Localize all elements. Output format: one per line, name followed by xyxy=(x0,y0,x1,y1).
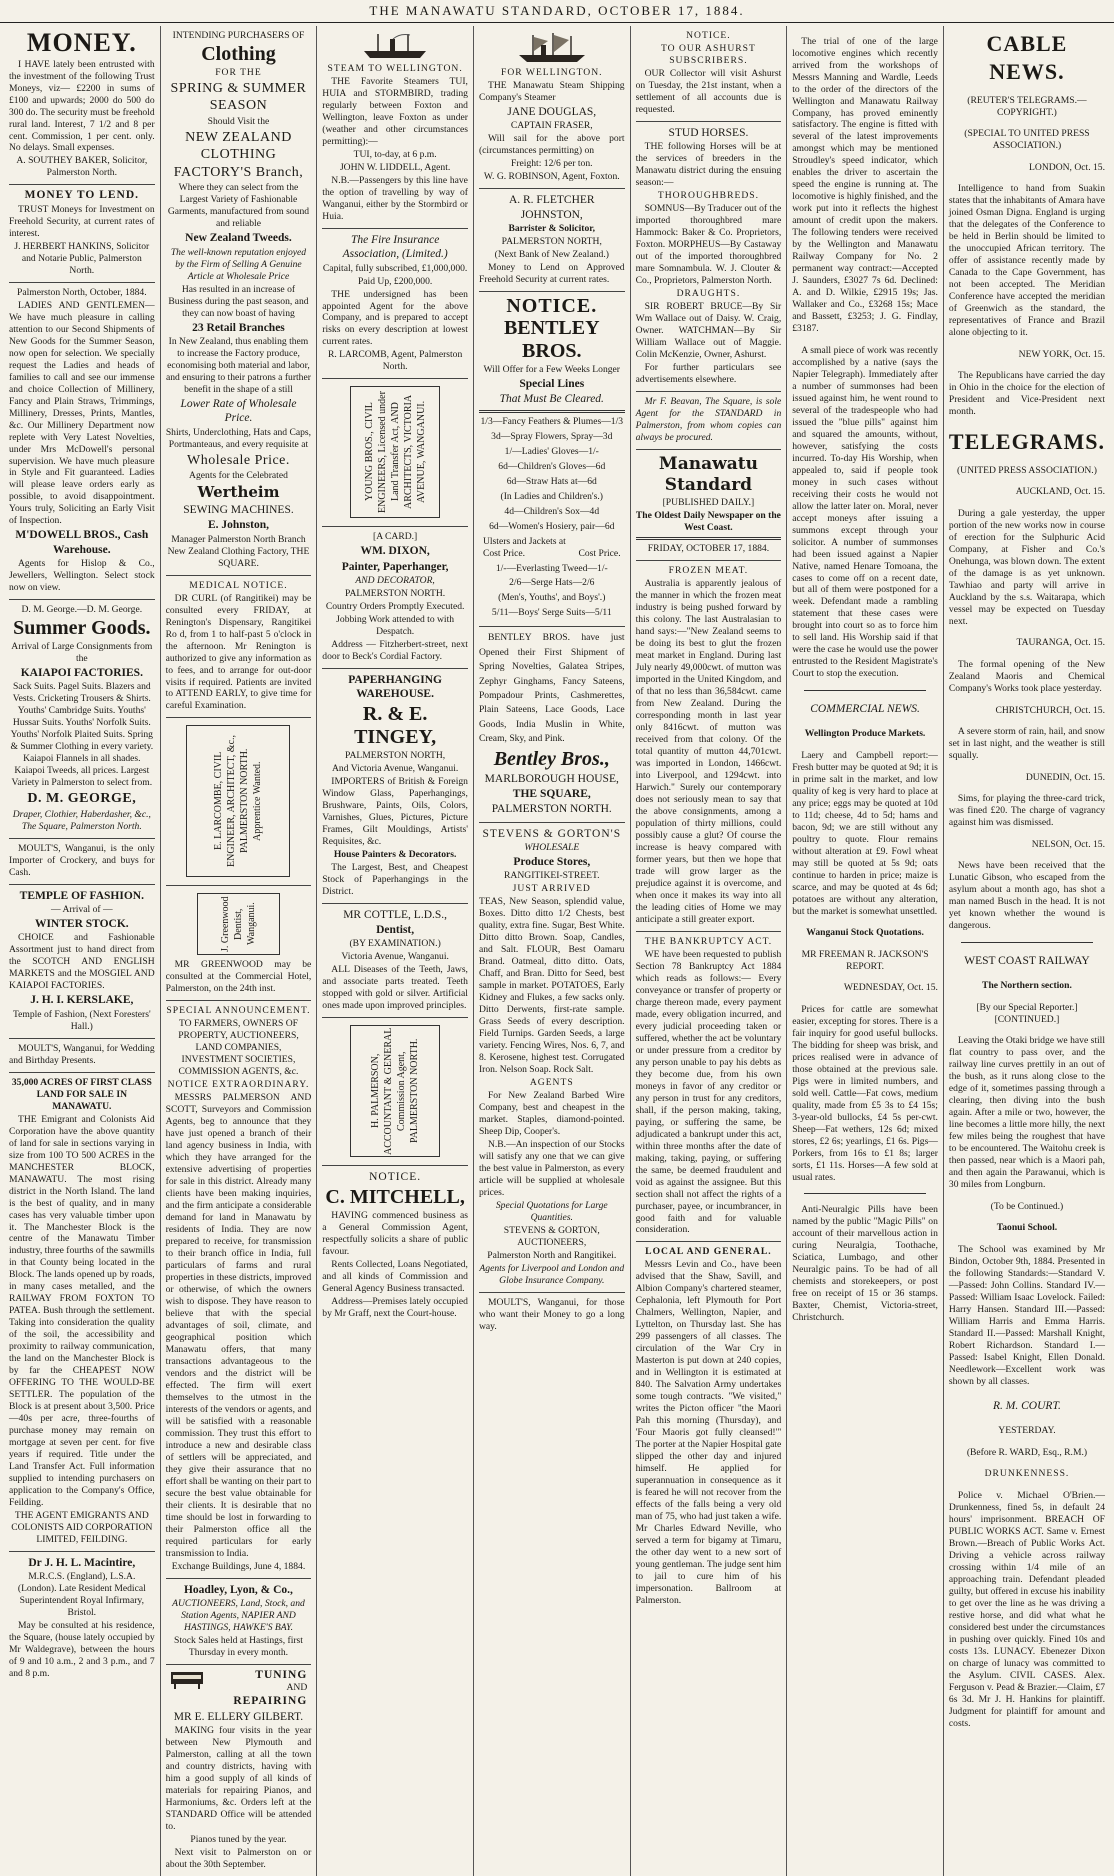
card: [A CARD.] xyxy=(373,531,418,543)
square: THE SQUARE, xyxy=(512,787,591,800)
next-visit: Next visit to Palmerston on or about the 30th September. xyxy=(165,1846,312,1870)
date-divider xyxy=(636,537,782,540)
tuning3: REPAIRING xyxy=(233,1695,308,1708)
mitchell-addr: Address—Premises lately occupied by Mr Graff, next the Court-house. xyxy=(322,1295,468,1319)
tc: (To be Continued.) xyxy=(990,1200,1064,1212)
agents-body: For New Zealand Barbed Wire Company, best and cheapest in the market. Staples, diamond-pointed. Sheep Dip, Cooper's. xyxy=(478,1090,625,1138)
liverpool: Agents for Liverpool and London and Globe Insurance Company. xyxy=(479,1262,625,1286)
nelson: NELSON, Oct. 15. xyxy=(1031,838,1105,850)
nelson-body: News have been received that the Lunatic Gibson, who escaped from the asylum about a month ago, has shot a man named Busch in the head. It is not yet known whether the wound is dangerous. xyxy=(948,860,1105,932)
nextbank: (Next Bank of New Zealand.) xyxy=(494,248,609,260)
summer-list: Sack Suits. Pagel Suits. Blazers and Vests. Cricketing Trousers & Shirts. Youths' Cambridge Suits. Youths' Hussar Suits. Youths' Norfolk Suits. Youths' Norfolk Plaited Suits. Spring & Summer Clothing in every variety. Kaiapoi Flannels in all shades. Kaiapoi Tweeds, all prices. Largest Variety in Palmerston to select from. xyxy=(10,681,154,789)
columns xyxy=(4,26,1110,1870)
dixon3: AND DECORATOR, xyxy=(355,575,435,587)
wholesale: Wholesale Price. xyxy=(187,452,290,468)
visit: Should Visit the xyxy=(207,115,270,127)
accountant-text: H. PALMERSON, ACCOUNTANT & GENERAL Commission Agent, PALMERSTON NORTH. xyxy=(370,1027,421,1155)
stock-title: Wanganui Stock Quotations. xyxy=(806,927,924,939)
native-article: A small piece of work was recently accomplished by a native (says the Napier Telegraph). Immediately after a number of summonses had been issued against him, he went round to several of the tradespeople who had issued the "blue pills" against him and squared the amounts, without, however, satisfying the costs incurred. To-day His Worship, when appealed to, said if people took money in such cases without receiving their costs he would not allow the latter later on. Moral, never accept moneys after issuing a summons except through your solicitor. A number of summonses had been issued against a Napier Native, named Henare Tomoana, the cases to come off on a recent date, but all of them were postponed for a week. Defendant made a rambling statement that these cases were brought into court so as to force him to sell land. His Worship said if that were the case he would use the power entrusted to the Resident Magistrate's Court to stop the execution. xyxy=(792,344,938,680)
wellington-body: Laery and Campbell report:—Fresh butter may be quoted at 9d; it is in prime salt in the market, and low quality of keg is very hard to place at any price; eggs may be quoted at 10d to 11d; cheese, 4d to 5d; hams and bacon, 9d; we are still without any poultry to quote. Flour remains without alteration at £9. Fowl wheat may still be quoted at 5s 9d; oats continue to harden in price; maize is scarce, and may be quoted at 4s 6d; potatoes are without any alteration, but the market is somewhat unsettled. xyxy=(792,749,938,917)
special-ad xyxy=(166,1001,312,1578)
larcombe-card xyxy=(186,725,290,877)
dixon: WM. DIXON, xyxy=(360,545,430,558)
tingey2: PALMERSTON NORTH, xyxy=(345,749,446,761)
arrived: JUST ARRIVED xyxy=(512,883,591,895)
tuning1: TUNING xyxy=(255,1668,308,1681)
dixon7: Address — Fitzherbert-street, next door to Beck's Cordial Factory. xyxy=(322,639,468,663)
wellington-title: Wellington Produce Markets. xyxy=(804,728,926,740)
column-2 xyxy=(161,26,318,1876)
fire-capital: Capital, fully subscribed, £1,000,000. xyxy=(322,262,468,274)
piano-icon xyxy=(170,1668,204,1709)
tingey: R. & E. TINGEY, xyxy=(354,702,437,748)
special-line-item: 6d—Women's Hosiery, pair—6d xyxy=(489,520,615,532)
extra: NOTICE EXTRAORDINARY. xyxy=(167,1079,310,1091)
commercial-title: COMMERCIAL NEWS. xyxy=(810,703,920,716)
special-title: SPECIAL ANNOUNCEMENT. xyxy=(166,1005,311,1017)
hoadley2: AUCTIONEERS, Land, Stock, and Station Agents, NAPIER AND HASTINGS, HAWKE'S BAY. xyxy=(172,1598,305,1634)
money-body: I HAVE lately been entrusted with the investment of the following Trust Moneys, viz— £2200 in sums of £100 and upwards; 2000 do 500 do 300 do. The security must be freehold rural land. Interest, 7 1/2 and 8 per cent. Commission, 1 per cent. only. No delays. Small expenses. xyxy=(9,58,155,154)
draughts: DRAUGHTS. xyxy=(676,288,741,300)
clothing-title: Clothing xyxy=(201,42,276,65)
special-line-item: 3d—Spray Flowers, Spray—3d xyxy=(491,430,613,442)
produce-list: TEAS, New Season, splendid value, Boxes. Ditto ditto 1/2 Chests, best quality, extra fine. Sugar, Best White. Ditto ditto Brown. Soap, Candles, and Salt. FLOUR, Best Oamaru Brand. Oatmeal, ditto ditto. Oats, Chaff, and Bran. Ditto for Seed, best sample in market. POTATOES, Early Kidney and Flukes, a few sacks only. Ditto Derwents, first-rate sample. Grass Seeds of every description. Field Turnips. Garden Seeds, a large variety. Fencing Wires, Nos. 6, 7, and 8. Kerosene, highest test. Corrugated Iron. Nelson Soap. Rock Salt. xyxy=(478,896,625,1076)
tingey-stock: The Largest, Best, and Cheapest Stock of Paperhangings in the District. xyxy=(322,861,468,897)
stud-list: SOMNUS—By Traducer out of the imported thoroughbred mare Hammock: Baker & Co. Proprietors, Foxton. MORPHEUS—By Castaway out of the imported thoroughbred mare Somnambula. W. J. Clouter & Co., Proprietors, Palmerston North. xyxy=(635,203,782,287)
money-title: MONEY. xyxy=(26,28,137,57)
kerslake: J. H. I. KERSLAKE, xyxy=(30,994,134,1007)
cable-title: CABLE NEWS. xyxy=(986,31,1068,84)
greenwood-body: MR GREENWOOD may be consulted at the Commercial Hotel, Palmerston, on the 24th inst. xyxy=(165,959,312,995)
gilbert: MR E. ELLERY GILBERT. xyxy=(173,1710,304,1723)
ship-sail: Will sail for the above port (circumstances permitting) on xyxy=(478,133,625,157)
railway-sub: The Northern section. xyxy=(982,980,1072,992)
column-4 xyxy=(474,26,631,1876)
beavan-notice xyxy=(636,392,782,450)
cable-body: Intelligence to hand from Suakin states that the inhabitants of Amara have joined Osman Digna. England is urging that the delegates of the Conference to be held in Berlin should be limited to the unoccupied African territory. The offer of assistance recently made by Canada to the Cape Government, has not been accepted. The Meridian Conference have accepted the meridian of Greenwich as the standard, the representatives of France and Brazil alone objecting to it. xyxy=(948,183,1105,339)
kerslake2: Temple of Fashion, (Next Foresters' Hall.) xyxy=(12,1008,151,1032)
shirts: Shirts, Underclothing, Hats and Caps, Portmanteaus, and every requisite at xyxy=(165,426,312,450)
copyright: (REUTER'S TELEGRAMS.—COPYRIGHT.) xyxy=(967,94,1087,118)
stock-body: Prices for cattle are somewhat easier, excepting for stores. There is a fair inquiry for good useful bullocks. The bidding for sheep was brisk, and prices realised were in advance of those obtained at the previous sale. Pigs were in limited numbers, and sold well. Cattle—Fat cows, medium quality, made from £5 3s to £4 15s; 3-year-old bullocks, £4 5s per-cwt. Sheep—Fat wethers, 12s 6d; mixed stores, £2 6s; yearlings, £1 6s. Pigs—Porkers, from 16s to £1 8s; larger sorts, £1 11s. Horses—A few sold at usual rates. xyxy=(792,1004,938,1183)
daily: [PUBLISHED DAILY.] xyxy=(662,497,755,509)
ladies-body: LADIES AND GENTLEMEN— We have much pleasure in calling attention to our Second Shipments of New Goods for the Summer Season, now open for selection. We specially request the Ladies and heads of families to call and see our immense and choice Collection of Millinery, Fancy and Plain Straws, Trimmings, Millinery, Dresses, Prints, Mantles, &c. Our Millinery Department now replete with Very Latest Novelties, under Mrs McDowell's personal supervision. We have much pleasure in Style and Fit guaranteed. Ladies will please leave orders early as possible, to avoid disappointment. Yours truly, Soliciting an Early Visit of Inspection. xyxy=(9,299,155,527)
factory: NEW ZEALAND CLOTHING FACTORY'S Branch, xyxy=(173,129,304,180)
locomotive-article: The trial of one of the large locomotive engines which recently arrived from the workshops of Messrs Manning and Wardle, Leeds to the order of the directors of the Wellington and Manawatu Railway Company, has proved eminently satisfactory. The engine is fitted with several of the latest improvements amongst which may be mentioned Stroudley's speed indicator, which enables the driver to ascertain the speed the engine is running at. The locomotive is highly finished, and the work put into it reflects the highest amount of credit upon the makers. The following tenders were received by the Wellington and Manawatu Railway Company for No. 2 permanent way contract:—Accepted J. Saunders, £3027 7s 6d. Declined: A. and D. Wilkie, £2915 19s; Jas. Wallaker and Co., £3268 15s; Mace and Bassett, £3253; J. G. Findlay, £3187. xyxy=(792,35,938,335)
agents: Agents for the Celebrated xyxy=(189,470,288,482)
dixon-ad xyxy=(322,527,468,669)
hoadley: Hoadley, Lyon, & Co., xyxy=(183,1583,293,1596)
rangitikei: RANGITIKEI-STREET. xyxy=(504,870,600,882)
stud-ad xyxy=(636,122,782,392)
land-sign: THE AGENT EMIGRANTS AND COLONISTS AID CORPORATION LIMITED, FEILDING. xyxy=(11,1510,153,1546)
local-article xyxy=(636,1242,782,1612)
tingey3: And Victoria Avenue, Wanganui. xyxy=(331,762,459,774)
frozen-article xyxy=(636,561,782,932)
lend-body: TRUST Moneys for Investment on Freehold Security, at current rates of interest. xyxy=(9,203,155,239)
stevens: STEVENS & GORTON'S xyxy=(482,827,622,840)
bankruptcy-body: WE have been requested to publish Section 78 Bankruptcy Act 1884 which reads as follows:— Every conveyance or transfer of property or charge thereon made, every payment made, every obligation incurred, and every judicial proceeding taken or suffered, whether the act be voluntary or under pressure from a creditor by any person unable to pay his debts as they become due, from his own moneys in favor of any creditor or any person in trust for any creditors, shall, if the person making, taking, paying, or suffering the same, be adjudicated a bankrupt under this act, within three months after the date of making, taking, paying, or suffering the same, be deemed fraudulent and void as against the assignee. But this section shall not affect the rights of a purchaser, payee, or incumbrancer, in good faith and for valuable consideration. xyxy=(635,948,782,1236)
upa: (UNITED PRESS ASSOCIATION.) xyxy=(956,464,1097,476)
rents: Rents Collected, Loans Negotiated, and all kinds of Commission and General Agency Business transacted. xyxy=(322,1258,468,1294)
cottle: MR COTTLE, L.D.S., xyxy=(343,908,448,921)
paper-header xyxy=(636,450,782,561)
lend-ad xyxy=(9,185,155,282)
kerslake-ad xyxy=(9,885,155,1039)
school-body: The School was examined by Mr Bindon, October 9th, 1884. Presented in the following Standards:—Standard V.—Passed: John Collins. Standard IV.—Passed: William Isaac Lovelock. Failed: Harry Hansen. Standard III.—Passed: William Harris and Emma Harris. Standard II.—Passed: Marshall Knight, Robert Richardson. Standard I.—Passed: Isabel Knight, Ellen Donald. Needlework—Excellent work was shown by all classes. xyxy=(948,1244,1105,1387)
court-body: Police v. Michael O'Brien.—Drunkenness, fined 5s, in default 24 hours' imprisonment. BREACH OF PUBLIC WORKS ACT. Same v. Ernest Brown.—Breach of Public Works Act. Driving a vehicle across railway crossing within 1/4 mile of an approaching train. Defendant pleaded guilty, but offered in excuse his inability to get over the line as he was driving a restive horse, and did what what he considered best under the circumstances in pushing over quickly. Fined 10s and costs 13s. LUNACY. Ebenezer Dixon on charge of lunacy was committed to the Asylum. CIVIL CASES. Alex. Ferguson v. Pead & Brazier.—Claim, £7 6s 3d. Mr J. H. Hankins for plaintiff. Judgment for plaintiff for amount and costs. xyxy=(948,1489,1105,1729)
macintire2: M.R.C.S. (England), L.S.A. (London). Late Resident Medical Superintendent Royal Infirmary, Bristol. xyxy=(17,1571,146,1619)
ny-body: The Republicans have carried the day in Ohio in the choice for the election of President and Vice-President next month. xyxy=(948,370,1105,418)
frozen-body: Australia is apparently jealous of the manner in which the frozen meat industry is being pushed forward by this colony. The last Australasian to hand says:—"New Zealand seems to be doing its best to glut the frozen meat market in England. During last July nearly 49,000cwt. of mutton was imported in the United Kingdom, and of that no less than 36,584cwt. came from New Zealand. During the corresponding month in last year only 8416cwt. of mutton was received from that colony. Of the total quantity of mutton 44,701cwt. was imported in London, 1466cwt. into Liverpool, and 1294cwt. into Harwich." Surely our contemporary does not seriously mean to say that the above consignments, among a population of thirty millions, could possibly cause a glut? Of course the increase is heavy compared with former years, but then we hope that trade will grow larger as the prejudice against it is overcome, and when once it makes its way into all the leading cities of Home we may anticipate a still greater export. xyxy=(635,578,782,925)
medical-title: MEDICAL NOTICE. xyxy=(189,579,288,591)
tingey-ad xyxy=(322,669,468,904)
kaiapoi: KAIAPOI FACTORIES. xyxy=(20,667,143,680)
land-body: THE Emigrant and Colonists Aid Corporation have the above quantity of land for sale in sections varying in size from 100 TO 500 ACRES in the MANCHESTER BLOCK, MANAWATU. The most rising district in the North Island. The land is the best of quality, and in many cases has very valuable timber upon it. The Manchester Block is the centre of the Manawatu Timber industry, three fourths of the sawmills in that County being located in the Block. The lands opened up by roads, in many cases metalled, and the RAILWAY FROM FOXTON TO PATEA. Bush through the settlement. Taking into consideration the quality of the soil, the accessibility and proximity to railway communication, the land on the Manchester Block is by far the CHEAPEST NOW OFFERING TO THE WOULD-BE SETTLER. The population of the Block is at present about 3,500. Price—40s per acre, three-fourths of purchase money may remain on mortgage at seven per cent. for five years if required. Title under the Land Transfer Act. Full information supplied to intending purchasers on application to the Company's Office, Feilding. xyxy=(9,1113,155,1509)
bankruptcy-article xyxy=(636,932,782,1243)
medical-ad xyxy=(166,576,312,719)
fire-ad xyxy=(322,229,468,380)
tingey-house: House Painters & Decorators. xyxy=(333,848,457,860)
school-title: Taonui School. xyxy=(996,1222,1058,1234)
column-5 xyxy=(631,26,788,1876)
cost1: Cost Price. xyxy=(482,547,526,559)
gilbert-body: MAKING four visits in the year between New Plymouth and Palmerston, calling at all the town and country districts, having with him a good supply of all kinds of materials for repairing Pianos, and Harmoniums, &c. Orders left at the STANDARD Office will be attended to. xyxy=(165,1725,312,1832)
stevens-ad xyxy=(479,823,625,1293)
mitchell-body: HAVING commenced business as a General Commission Agent, respectfully solicits a share of public favour. xyxy=(322,1209,468,1257)
tuning-row xyxy=(166,1668,312,1709)
palm2: PALMERSTON NORTH. xyxy=(491,803,612,816)
greenwood-card xyxy=(197,893,279,955)
divider xyxy=(804,690,926,691)
divider xyxy=(479,410,625,413)
auckland-body: During a gale yesterday, the upper portion of the new works now in course of erection for the Sulphuric Acid Company, at Fisher and Co.'s Onehunga, was blown down. The extent of the damage is as yet unknown. Tawhiao and party will arrive in Auckland by the s.s. Waitarapa, which vessel may be expected on Tuesday next. xyxy=(948,508,1105,627)
sewing: SEWING MACHINES. xyxy=(183,503,294,516)
thoroughbreds: THOROUGHBREDS. xyxy=(657,190,759,202)
season: SPRING & SUMMER SEASON xyxy=(170,80,307,114)
special-line-item: 1/—Ladies' Gloves—1/- xyxy=(504,445,599,457)
railway-body: Leaving the Otaki bridge we have still flat country to pass over, and the railway line curves prettily in an out of the bush, as it runs along close to the edge of it, sometimes passing through a clearing, then diving into the bush again. After a mile or two, however, the line becomes a little more hilly, the next few miles being the roughest that have to be encountered. The Waitohu creek is then passed, near which is a Maori pah, and then again the Parawanui, which is 30 miles from Longburn. xyxy=(948,1035,1105,1191)
special-lines: Special Lines xyxy=(519,377,585,390)
douglas: JANE DOUGLAS, xyxy=(507,105,597,118)
quotations: Special Quotations for Large Quantities. xyxy=(495,1200,608,1223)
greenwood-text: J. Greenwood Dentist, Wanganui. xyxy=(219,896,257,953)
cottle-ad xyxy=(322,904,468,1019)
robinson: W. G. ROBINSON, Agent, Foxton. xyxy=(483,171,620,183)
paper-title: PAPERHANGING WAREHOUSE. xyxy=(348,674,442,701)
special-line-item: 2/6—Serge Hats—2/6 xyxy=(509,577,595,589)
winter-arrival: — Arrival of — xyxy=(51,904,113,916)
barrister: Barrister & Solicitor, xyxy=(508,223,596,234)
temple: TEMPLE OF FASHION. xyxy=(19,889,144,902)
masthead: THE MANAWATU STANDARD, OCTOBER 17, 1884. xyxy=(0,0,1114,23)
mcdowell-name: M'DOWELL BROS., Cash Warehouse. xyxy=(15,529,149,556)
notice-title: NOTICE. xyxy=(686,30,731,41)
ulsters: Ulsters and Jackets at xyxy=(482,535,566,547)
dunedin: DUNEDIN, Oct. 15. xyxy=(1025,771,1105,783)
bentley-novelty-ad xyxy=(479,627,625,822)
yesterday: YESTERDAY. xyxy=(998,1425,1056,1437)
bentley-script: Bentley Bros., xyxy=(493,747,610,770)
special-line-item: 4d—Children's Sox—4d xyxy=(504,505,600,517)
fire-body: THE undersigned has been appointed Agent for the above Company, and is prepared to accept risks on every description at lowest current rates. xyxy=(322,288,468,348)
summer-title: Summer Goods. xyxy=(13,617,151,640)
draught-list: SIR ROBERT BRUCE—By Sir Wm Wallace out of Daisy. W. Craig, Owner. WATCHMAN—By Sir William Wallace out of Maggie. Colin McKenzie, Owner, Ashurst. xyxy=(635,301,782,360)
marlborough: MARLBOROUGH HOUSE, xyxy=(484,772,619,785)
paper-name: Manawatu Standard xyxy=(658,453,758,496)
date: FRIDAY, OCTOBER 17, 1884. xyxy=(647,543,770,555)
macintire3: May be consulted at his residence, the Square, (house lately occupied by Mr Waldegrave), between the hours of 9 and 10 a.m., 2 and 3 p.m., and 7 and 8 p.m. xyxy=(9,1620,155,1680)
stud-title: STUD HORSES. xyxy=(668,126,749,139)
johnston: A. R. FLETCHER JOHNSTON, xyxy=(508,194,595,221)
hoadley3: Stock Sales held at Hastings, first Thursday in every month. xyxy=(173,1635,303,1658)
mitchell-ad xyxy=(322,1166,468,1324)
land-title: 35,000 ACRES OF FIRST CLASS LAND FOR SALE IN MANAWATU. xyxy=(11,1076,152,1112)
tweeds: New Zealand Tweeds. xyxy=(185,232,292,245)
stevens2: STEVENS & GORTON, AUCTIONEERS, xyxy=(503,1224,600,1248)
bentley: BENTLEY BROS. xyxy=(503,316,600,362)
auckland: AUCKLAND, Oct. 15. xyxy=(1015,486,1105,498)
ship-title: FOR WELLINGTON. xyxy=(501,67,603,78)
notice-to: TO OUR ASHURST SUBSCRIBERS. xyxy=(660,42,756,66)
freight: Freight: 12/6 per ton. xyxy=(511,158,593,170)
special-line-item: (In Ladies and Children's.) xyxy=(500,490,603,502)
cottle4: Victoria Avenue, Wanganui. xyxy=(341,951,449,963)
special-body: MESSRS PALMERSON AND SCOTT, Surveyors and Commission Agents, beg to announce that they have just opened a branch of their land agency business in India, with which they have arranged for the extensive advertising of properties for sale in this district. Already many clients have been making inquiries, and the firm anticipate a considerable demand for land in Manawatu by residents of India. They are now prepared to receive, for transmission to their branch office in India, full particulars of farms and rural properties in these districts, improved or otherwise, of which the owners wish to dispose. They have reason to believe that with the special advantages of soil, climate, and geographical position which Manawatu offers, that many transactions advantageous to the vendors and the district will be effected. The firm will exert themselves to the utmost in the interests of the vendors or agents, and will be satisfied with a reasonable commission. They trust this effort to introduce a new and desirable class of settlers will be appreciated, and they give their assurance that no effort shall be wanting on their part to secure the best value obtainable for their clients. It is desirable that no time should be lost in forwarding to their Palmerston office all the required particulars for early transmission to India. xyxy=(165,1092,312,1559)
fire-title: The Fire Insurance Association, (Limited.) xyxy=(342,233,448,261)
tauranga: TAURANGA, Oct. 15. xyxy=(1016,637,1105,649)
special-line-item: 1/3—Fancy Feathers & Plumes—1/3 xyxy=(480,415,624,427)
christchurch-body: A severe storm of rain, hail, and snow set in last night, and the weather is still squally. xyxy=(948,726,1105,762)
notice: NOTICE. xyxy=(369,1171,422,1184)
genuine: The well-known reputation enjoyed by the Firm of Selling A Genuine Article at Wholesale Price xyxy=(170,246,307,282)
moult-ad-3 xyxy=(479,1293,625,1338)
steam-body: THE Favorite Steamers TUI, HUIA and STORMBIRD, trading regularly between Foxton and Wellington, leave Foxton as under (weather and other circumstances permitting):— xyxy=(322,75,468,147)
bentley-offer: Will Offer for a Few Weeks Longer xyxy=(483,363,621,375)
railway-by: [By our Special Reporter.] [CONTINUED.] xyxy=(976,1001,1078,1025)
steamship-icon xyxy=(360,31,430,61)
cleared: That Must Be Cleared. xyxy=(499,393,604,406)
gilbert-ad xyxy=(166,1665,312,1876)
george-ad xyxy=(9,600,155,839)
land-ad xyxy=(9,1073,155,1552)
sailing-ship-icon xyxy=(513,31,591,65)
young-text: YOUNG BROS., CIVIL ENGINEERS, Licensed under Land Transfer Act, AND ARCHITECTS, VICTORIA AVENUE, WANGANUI. xyxy=(363,391,427,514)
money-ad xyxy=(9,26,155,185)
tuning2: AND xyxy=(286,1682,308,1694)
mitchell: C. MITCHELL, xyxy=(325,1185,465,1208)
ny: NEW YORK, Oct. 15. xyxy=(1018,348,1105,360)
special-lines-list xyxy=(479,416,625,533)
larcombe-text: E. LARCOMBE, CIVIL ENGINEER, ARCHITECT, &c., PALMERSTON NORTH. Apprentice Wanted. xyxy=(213,735,264,868)
macintire-ad xyxy=(9,1552,155,1685)
summer-intro: Arrival of Large Consignments from the xyxy=(11,641,153,665)
bankruptcy-title: THE BANKRUPTCY ACT. xyxy=(644,935,773,947)
tingey-body: IMPORTERS of British & Foreign Window Glass, Paperhangings, Brushware, Paints, Oils, Colors, Varnishes, Glues, Pictures, Picture Frames, Gilt Mouldings, Artists' Requisites, &c. xyxy=(322,775,468,847)
mcdowell-ad xyxy=(9,283,155,600)
bentley-body: BENTLEY BROS. have just Opened their First Shipment of Spring Novelties, Galatea Stripes, Zephyr Ginghams, Fancy Sateens, Pompadour Prints, Cashmerettes, Plain Sateens, Lace Goods, Lace Goods, India Muslin in White, Cream, Sky, and Pink. xyxy=(478,632,625,745)
oldest: The Oldest Daily Newspaper on the West Coast. xyxy=(635,510,781,534)
cost-row xyxy=(479,548,625,560)
hislop-text: Agents for Hislop & Co., Jewellers, Wellington. Select stock now on view. xyxy=(9,558,155,594)
steam-title: STEAM TO WELLINGTON. xyxy=(327,63,463,74)
column-7 xyxy=(944,26,1110,1876)
cottle3: (BY EXAMINATION.) xyxy=(349,938,441,950)
fraser: CAPTAIN FRASER, xyxy=(510,120,593,132)
agents: AGENTS xyxy=(529,1077,574,1089)
johnston2: Manager Palmerston North Branch New Zealand Clothing Factory, THE SQUARE. xyxy=(167,533,310,569)
pianos: Pianos tuned by the year. xyxy=(190,1833,287,1845)
assoc: (SPECIAL TO UNITED PRESS ASSOCIATION.) xyxy=(964,128,1090,152)
wertheim: Wertheim xyxy=(197,483,280,502)
clothing-intro: INTENDING PURCHASERS OF xyxy=(172,30,305,41)
special-line-item: 5/11—Boys' Serge Suits—5/11 xyxy=(491,607,612,619)
railway-title: WEST COAST RAILWAY xyxy=(964,955,1090,968)
special-line-item: 6d—Straw Hats at—6d xyxy=(506,475,597,487)
george-name: D. M. GEORGE, xyxy=(27,791,137,807)
winter-stock: WINTER STOCK. xyxy=(34,918,129,931)
local-title: LOCAL AND GENERAL. xyxy=(645,1246,772,1258)
wholesale: WHOLESALE xyxy=(524,842,580,854)
liddell: JOHN W. LIDDELL, Agent. xyxy=(339,161,451,173)
exchange: Exchange Buildings, June 4, 1884. xyxy=(171,1560,306,1572)
hoadley-ad xyxy=(166,1579,312,1665)
special-line-item: (Men's, Youths', and Boys'.) xyxy=(498,592,606,604)
column-1 xyxy=(4,26,161,1876)
clothing-for: FOR THE xyxy=(215,66,262,78)
branches-body: In New Zealand, thus enabling them to increase the Factory produce, economising both material and labor, and ensuring to their patrons a further benefit in the shape of a still xyxy=(166,336,311,395)
court-before: (Before R. WARD, Esq., R.M.) xyxy=(966,1446,1088,1458)
liddell-nb: N.B.—Passengers by this line have the option of travelling by way of Wanganui, either by the Stormbird or Huia. xyxy=(322,174,468,222)
moult1: MOULT'S, Wanganui, is the only Importer of Crockery, and buys for Cash. xyxy=(9,842,155,878)
column-6 xyxy=(787,26,944,1876)
greenwood-ad xyxy=(166,886,312,1001)
stevens3: Palmerston North and Rangitikei. xyxy=(487,1249,617,1261)
ashurst-notice xyxy=(636,26,782,122)
beavan: Mr F. Beavan, The Square, is sole Agent for the STANDARD in Palmerston, from whom copies can always be procured. xyxy=(635,395,782,443)
london: LONDON, Oct. 15. xyxy=(1029,161,1105,173)
divider xyxy=(961,942,1093,943)
ladies-date: Palmerston North, October, 1884. xyxy=(16,286,147,298)
fire-paid: Paid Up, £200,000. xyxy=(357,275,433,287)
special-lines-list-2 xyxy=(479,563,625,620)
ulsters-row xyxy=(479,536,625,548)
column-3 xyxy=(317,26,474,1876)
divider xyxy=(804,1193,926,1194)
lend: Money to Lend on Approved Freehold Security at current rates. xyxy=(478,261,625,285)
drunk: DRUNKENNESS. xyxy=(984,1468,1070,1480)
special-to: TO FARMERS, OWNERS OF PROPERTY, AUCTIONEERS, LAND COMPANIES, INVESTMENT SOCIETIES, COMMISSION AGENTS, &c. xyxy=(178,1018,299,1078)
factory-body: Where they can select from the Largest Variety of Fashionable Garments, manufactured from sound and reliable xyxy=(167,182,310,230)
produce: Produce Stores, xyxy=(513,856,591,869)
particulars: For further particulars see advertisements elsewhere. xyxy=(635,361,782,385)
moult: MOULT'S, Wanganui, for those who want their Money to go a long way. xyxy=(478,1296,625,1332)
neuralgic: Anti-Neuralgic Pills have been named by the public "Magic Pills" on account of their marvellous action in curing Neuralgia, Toothache, Sciatica, Lumbago, and other Neuralgic pains. To be had of all chemists and storekeepers, or post free on receipt of 15 or 36 stamps. Baxter, Chemist, Victoria-street, Christchurch. xyxy=(792,1203,938,1323)
palm: PALMERSTON NORTH, xyxy=(501,235,602,247)
johnston: E. Johnston, xyxy=(207,519,269,532)
stud-body: THE following Horses will be at the services of breeders in the Manawatu district during the ensuing season:— xyxy=(635,141,782,189)
court-title: R. M. COURT. xyxy=(993,1400,1061,1413)
larcomb: R. LARCOMB, Agent, Palmerston North. xyxy=(327,349,463,373)
ship-body: THE Manawatu Steam Shipping Company's Steamer xyxy=(478,79,625,103)
larcombe-ad xyxy=(166,718,312,886)
moult2: MOULT'S, Wanganui, for Wedding and Birthday Presents. xyxy=(9,1042,155,1066)
george-line: D. M. George.—D. M. George. xyxy=(21,604,143,616)
money-sign: A. SOUTHEY BAKER, Solicitor, Palmerston North. xyxy=(16,155,148,179)
tauranga-body: The formal opening of the New Zealand Maoris and Chemical Company's Works took place yesterday. xyxy=(948,659,1105,695)
christchurch: CHRISTCHURCH, Oct. 15. xyxy=(995,704,1105,716)
special-line-item: 1/-—Everlasting Tweed—1/- xyxy=(495,562,608,574)
dixon2: Painter, Paperhanger, xyxy=(341,560,449,573)
increase: Has resulted in an increase of Business during the past season, and they can now boast of having xyxy=(168,283,309,319)
cottle2: Dentist, xyxy=(376,923,415,936)
douglas-ad xyxy=(479,26,625,189)
notice-body: OUR Collector will visit Ashurst on Tuesday, the 21st instant, when a settlement of all accounts due is requested. xyxy=(635,67,782,115)
lower: Lower Rate of Wholesale Price. xyxy=(180,397,297,425)
moult-ad-2 xyxy=(9,1039,155,1073)
local-body: Messrs Levin and Co., have been advised that the Shaw, Savill, and Albion Company's chartered steamer, Cephalonia, left Plymouth for Port Chalmers, Wellington, Napier, and Lyttelton, on Thursday last. She has 299 passengers of all classes. The circulation of the War Cry in Masterton is put down at 240 copies, and in Wellington it is estimated at 840. The Salvation Army undertakes some tough contracts. "We visited," writes the Picton officer "the Maori Pah this morning (Thursday), and 'Four Maoris got fully cleansed!'" The porter at the Napier Hospital gate slipped the other day and injured himself. He applied for superannuation in consequence as it is feared he will not recover from the effects of the falls being a very old man of 75, who had just taken a wife. Mr Charles Edward Neville, who served a term for bigamy at Timaru, the other day went to a new sort of young gentleman. The judge sent him to jail to cure him of his impersonation. Ballroom at Palmerston. xyxy=(635,1259,782,1607)
dunedin-body: Sims, for playing the three-card trick, was fined £20. The charge of vagrancy against him was dismissed. xyxy=(948,793,1105,829)
special-line-item: 6d—Children's Gloves—6d xyxy=(498,460,606,472)
cottle-body: ALL Diseases of the Teeth, Jaws, and associate parts treated. Teeth stopped with gold or silver. Artificial ones made upon improved principles. xyxy=(322,964,468,1012)
johnston-ad xyxy=(479,189,625,292)
steam-ad xyxy=(322,26,468,229)
nb: N.B.—An inspection of our Stocks will satisfy any one that we can give the best value in Palmerston, as every article will be supplied at wholesale prices. xyxy=(478,1139,625,1199)
tui: TUI, to-day, at 6 p.m. xyxy=(353,148,437,160)
frozen-title: FROZEN MEAT. xyxy=(668,565,749,577)
dixon6: Jobbing Work attended to with Despatch. xyxy=(336,614,455,638)
cost2: Cost Price. xyxy=(578,547,621,559)
young-card xyxy=(350,386,439,518)
medical-body: DR CURL (of Rangitikei) may be consulted every FRIDAY, at Renington's Dispensary, Rangitikei Ro d, from 1 to half-past 5 o'clock in the afternoon. Mr Renington is authorized to give any information as to fees, and to arrange for out-door visits if required. Patients are invited to ATTEND EARLY, to give time for careful Examination. xyxy=(165,592,312,712)
bentley-ad xyxy=(479,292,625,628)
accountant-card xyxy=(350,1025,439,1157)
young-ad xyxy=(322,379,468,527)
winter-body: CHOICE and Fashionable Assortment just to hand direct from the SCOTCH AND ENGLISH MARKETS and the MOSGIEL AND KAIAPOI FACTORIES. xyxy=(9,932,155,992)
notice-big: NOTICE. xyxy=(506,294,598,317)
george-trade: Draper, Clothier, Haberdasher, &c., The Square, Palmerston North. xyxy=(12,808,151,832)
lend-sign: J. HERBERT HANKINS, Solicitor and Notarie Public, Palmerston North. xyxy=(14,240,150,276)
lend-title: MONEY TO LEND. xyxy=(24,189,140,202)
stock-sub: MR FREEMAN R. JACKSON'S REPORT. xyxy=(801,948,929,972)
stock-date: WEDNESDAY, Oct. 15. xyxy=(843,982,938,994)
accountant-ad xyxy=(322,1018,468,1166)
clothing-ad xyxy=(166,26,312,576)
dixon4: PALMERSTON NORTH. xyxy=(345,588,446,600)
moult-ad-1 xyxy=(9,839,155,885)
branches: 23 Retail Branches xyxy=(192,321,285,334)
dixon5: Country Orders Promptly Executed. xyxy=(325,601,465,613)
telegrams-title: TELEGRAMS. xyxy=(948,428,1105,454)
macintire: Dr J. H. L. Macintire, xyxy=(28,1557,136,1570)
